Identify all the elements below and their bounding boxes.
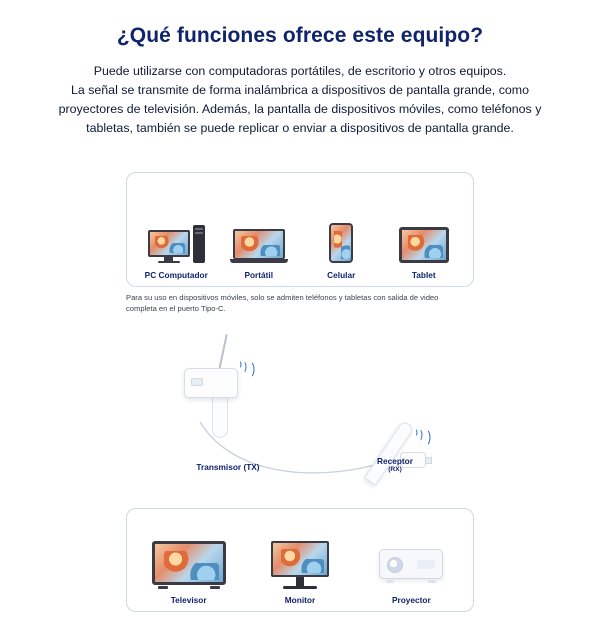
output-device-label: Proyector (391, 595, 431, 605)
source-device-label: Portátil (244, 270, 274, 280)
monitor-icon (250, 531, 350, 589)
infographic-page (0, 24, 600, 624)
intro-line-2: La señal se transmite de forma inalámbrica a dispositivos de pantalla grande, como (70, 83, 529, 97)
wifi-waves-icon (240, 361, 255, 379)
transmitter-device-icon (184, 368, 238, 438)
source-device-pc (135, 201, 218, 280)
output-device-monitor (250, 531, 350, 605)
source-device-phone (300, 201, 383, 280)
output-devices-panel (126, 508, 474, 612)
desktop-computer-icon (135, 201, 218, 263)
source-device-tablet (383, 201, 466, 280)
smartphone-icon (300, 201, 383, 263)
tablet-icon (383, 201, 466, 263)
source-device-label: PC Computador (144, 270, 208, 280)
projector-icon (361, 531, 461, 589)
laptop-icon (218, 201, 301, 263)
wireless-link-diagram (126, 320, 474, 495)
receiver-sublabel: (RX) (388, 466, 402, 473)
output-device-label: Televisor (170, 595, 207, 605)
source-device-laptop (218, 201, 301, 280)
intro-line-1: Puede utilizarse con computadoras portátiles, de escritorio y otros equipos. (93, 64, 507, 78)
intro-paragraph (26, 62, 574, 138)
television-icon (139, 531, 239, 589)
output-device-label: Monitor (284, 595, 316, 605)
antenna-icon (218, 334, 227, 370)
output-device-tv (139, 531, 239, 605)
transmitter-label: Transmisor (TX) (196, 462, 260, 472)
source-device-label: Tablet (411, 270, 436, 280)
intro-line-4: tabletas, también se puede replicar o enviar a dispositivos de pantalla grande. (86, 121, 514, 135)
source-device-label: Celular (327, 270, 356, 280)
wifi-waves-icon (416, 429, 431, 447)
receiver-label: Receptor (377, 456, 413, 466)
page-title: ¿Qué funciones ofrece este equipo? (116, 24, 484, 47)
source-devices-panel (126, 172, 474, 287)
mobile-usage-note: Para su uso en dispositivos móviles, solo se admiten teléfonos y tabletas con salida de video completa en el puerto Tipo-C. (126, 293, 439, 313)
intro-line-3: proyectores de televisión. Además, la pantalla de dispositivos móviles, como teléfonos y (58, 102, 542, 116)
output-device-projector (361, 531, 461, 605)
